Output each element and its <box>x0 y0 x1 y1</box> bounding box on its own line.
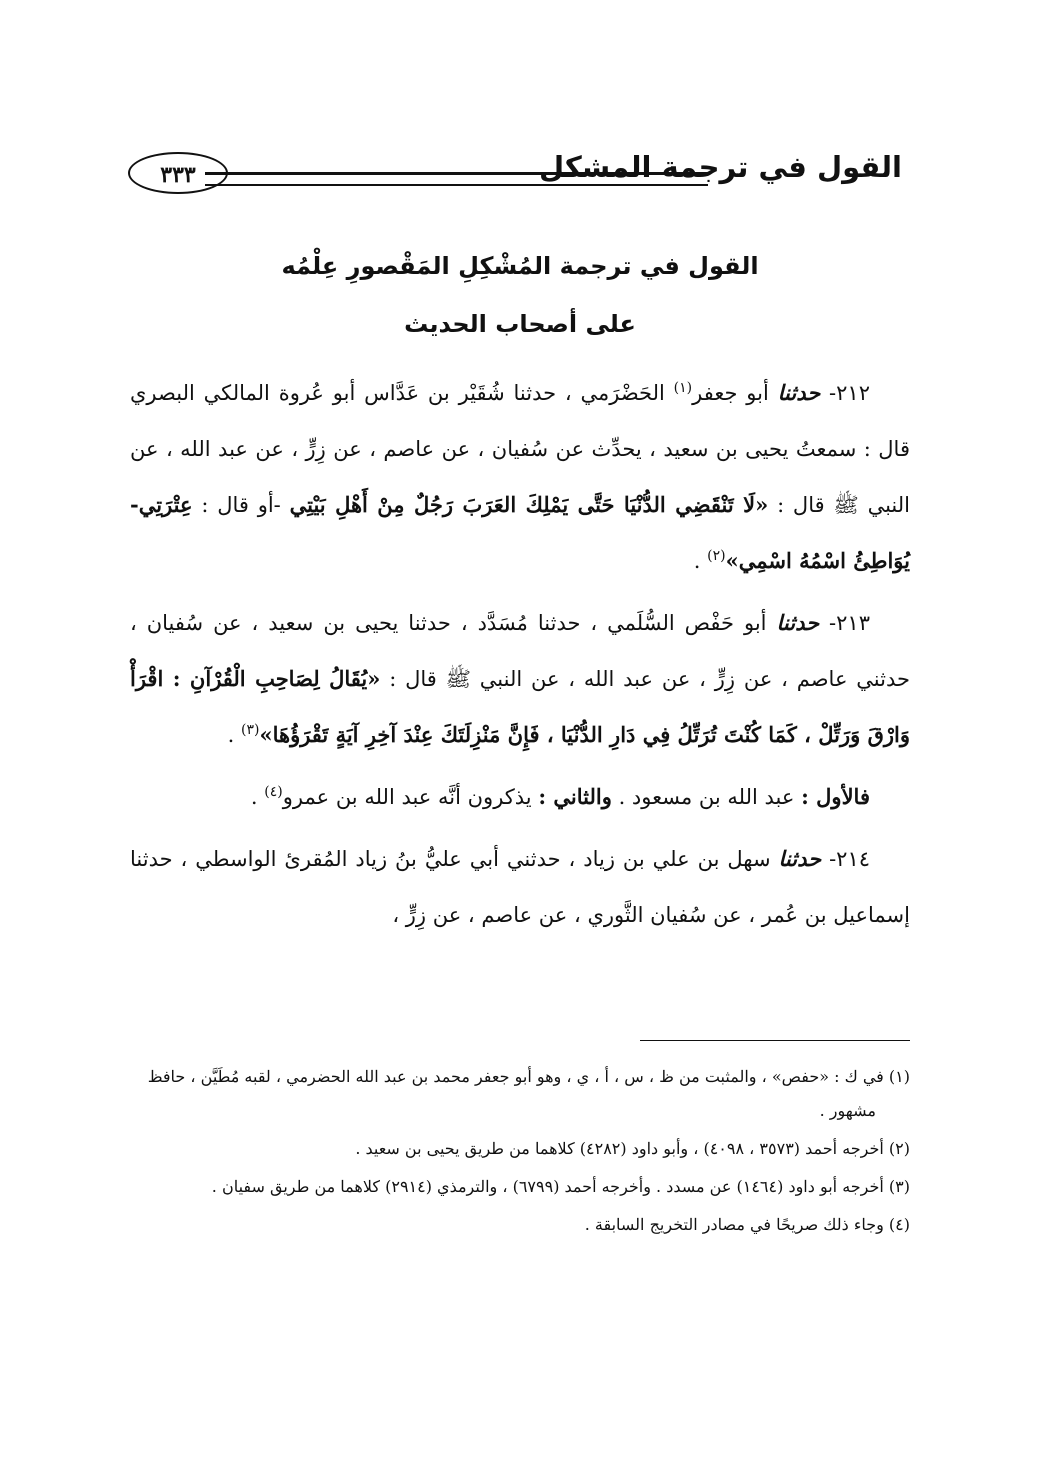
narrator-note: -أو قال : <box>201 493 281 517</box>
paragraph-end: . <box>227 723 235 747</box>
hadith-matn: «لَا تَنْقَضِي الدُّنْيَا حَتَّى يَمْلِكَ العَرَبَ رَجُلٌ مِنْ أَهْلِ بَيْتِي <box>289 492 769 517</box>
explanation-paragraph <box>130 769 910 825</box>
running-title: القول في ترجمة المشكل <box>538 150 902 184</box>
hadith-number: ٢١٢- <box>829 381 870 405</box>
lead-term: فالأول : <box>801 784 870 809</box>
explanation-text: يذكرون أنَّه عبد الله بن عمرو <box>282 785 532 809</box>
footnote-3: (٣) أخرجه أبو داود (١٤٦٤) عن مسدد . وأخرجه أحمد (٦٧٩٩) ، والترمذي (٢٩١٤) كلاهما من طريق سفيان . <box>211 1177 910 1196</box>
footnote-marker[interactable]: (١) <box>673 380 693 396</box>
explanation-text: عبد الله بن مسعود . <box>618 785 795 809</box>
paragraph-end: . <box>250 785 258 809</box>
isnad-text: أبو حَفْص السُّلَمي ، حدثنا مُسَدَّد ، حدثنا يحيى بن سعيد ، عن سُفيان ، حدثني عاصم ، عن زِرٍّ ، عن عبد الله ، عن النبي ﷺ قال : <box>130 611 910 691</box>
footnote-separator <box>640 1040 910 1041</box>
footnote-marker[interactable]: (٢) <box>707 548 726 564</box>
haddathana-word: حدثنا <box>777 380 821 405</box>
hadith-matn: «يُقَالُ لِصَاحِبِ الْقُرْآنِ : اقْرَأْ وَارْقَ وَرَتِّلْ ، كَمَا كُنْتَ تُرَتِّلُ فِي دَارِ الدُّنْيَا ، فَإِنَّ مَنْزِلَتَكَ عِنْدَ آخِرِ آيَةٍ تَقْرَؤُهَا» <box>130 666 910 747</box>
page-number-badge: ٣٣٣ <box>128 152 228 194</box>
footnote-2: (٢) أخرجه أحمد (٣٥٧٣ ، ٤٠٩٨) ، وأبو داود (٤٢٨٢) كلاهما من طريق يحيى بن سعيد . <box>355 1139 910 1158</box>
chapter-subtitle: على أصحاب الحديث <box>404 310 636 338</box>
hadith-matn: عِتْرَتِي- يُوَاطِئُ اسْمُهُ اسْمِي» <box>130 492 910 573</box>
chapter-title: القول في ترجمة المُشْكِلِ المَقْصورِ عِلْمُه <box>281 252 759 280</box>
haddathana-word: حدثنا <box>776 610 820 635</box>
footnote-marker[interactable]: (٤) <box>264 784 283 800</box>
haddathana-word: حدثنا <box>778 846 822 871</box>
hadith-number: ٢١٤- <box>829 847 871 871</box>
footnote-4: (٤) وجاء ذلك صريحًا في مصادر التخريج السابقة . <box>584 1215 910 1234</box>
hadith-number: ٢١٣- <box>829 611 870 635</box>
main-text <box>130 365 910 949</box>
footnotes-section <box>130 1060 910 1246</box>
lead-term: والثاني : <box>538 784 612 809</box>
footnote-marker[interactable]: (٣) <box>241 722 260 738</box>
hadith-paragraph-214 <box>130 831 910 943</box>
hadith-paragraph-212 <box>130 365 910 589</box>
header-double-rule <box>205 172 708 186</box>
footnote-1: (١) في ك : «حفص» ، والمثبت من ظ ، س ، أ ، ي ، وهو أبو جعفر محمد بن عبد الله الحضرمي ، لقبه مُطَيَّن ، حافظ مشهور . <box>147 1067 910 1120</box>
isnad-text: أبو جعفر <box>692 381 769 405</box>
isnad-text: سهل بن علي بن زياد ، حدثني أبي عليُّ بنُ زياد المُقرئ الواسطي ، حدثنا إسماعيل بن عُمر ، عن سُفيان الثَّوري ، عن عاصم ، عن زِرٍّ ، <box>130 847 910 927</box>
hadith-paragraph-213 <box>130 595 910 763</box>
paragraph-end: . <box>693 549 701 573</box>
isnad-text: الحَضْرَمي ، حدثنا شُقَيْر بن عَدَّاس أبو عُروة المالكي البصري قال : سمعتُ يحيى بن سعيد ، يحدِّث عن سُفيان ، عن عاصم ، عن زِرٍّ ، عن عبد الله ، عن النبي ﷺ قال : <box>130 381 911 517</box>
